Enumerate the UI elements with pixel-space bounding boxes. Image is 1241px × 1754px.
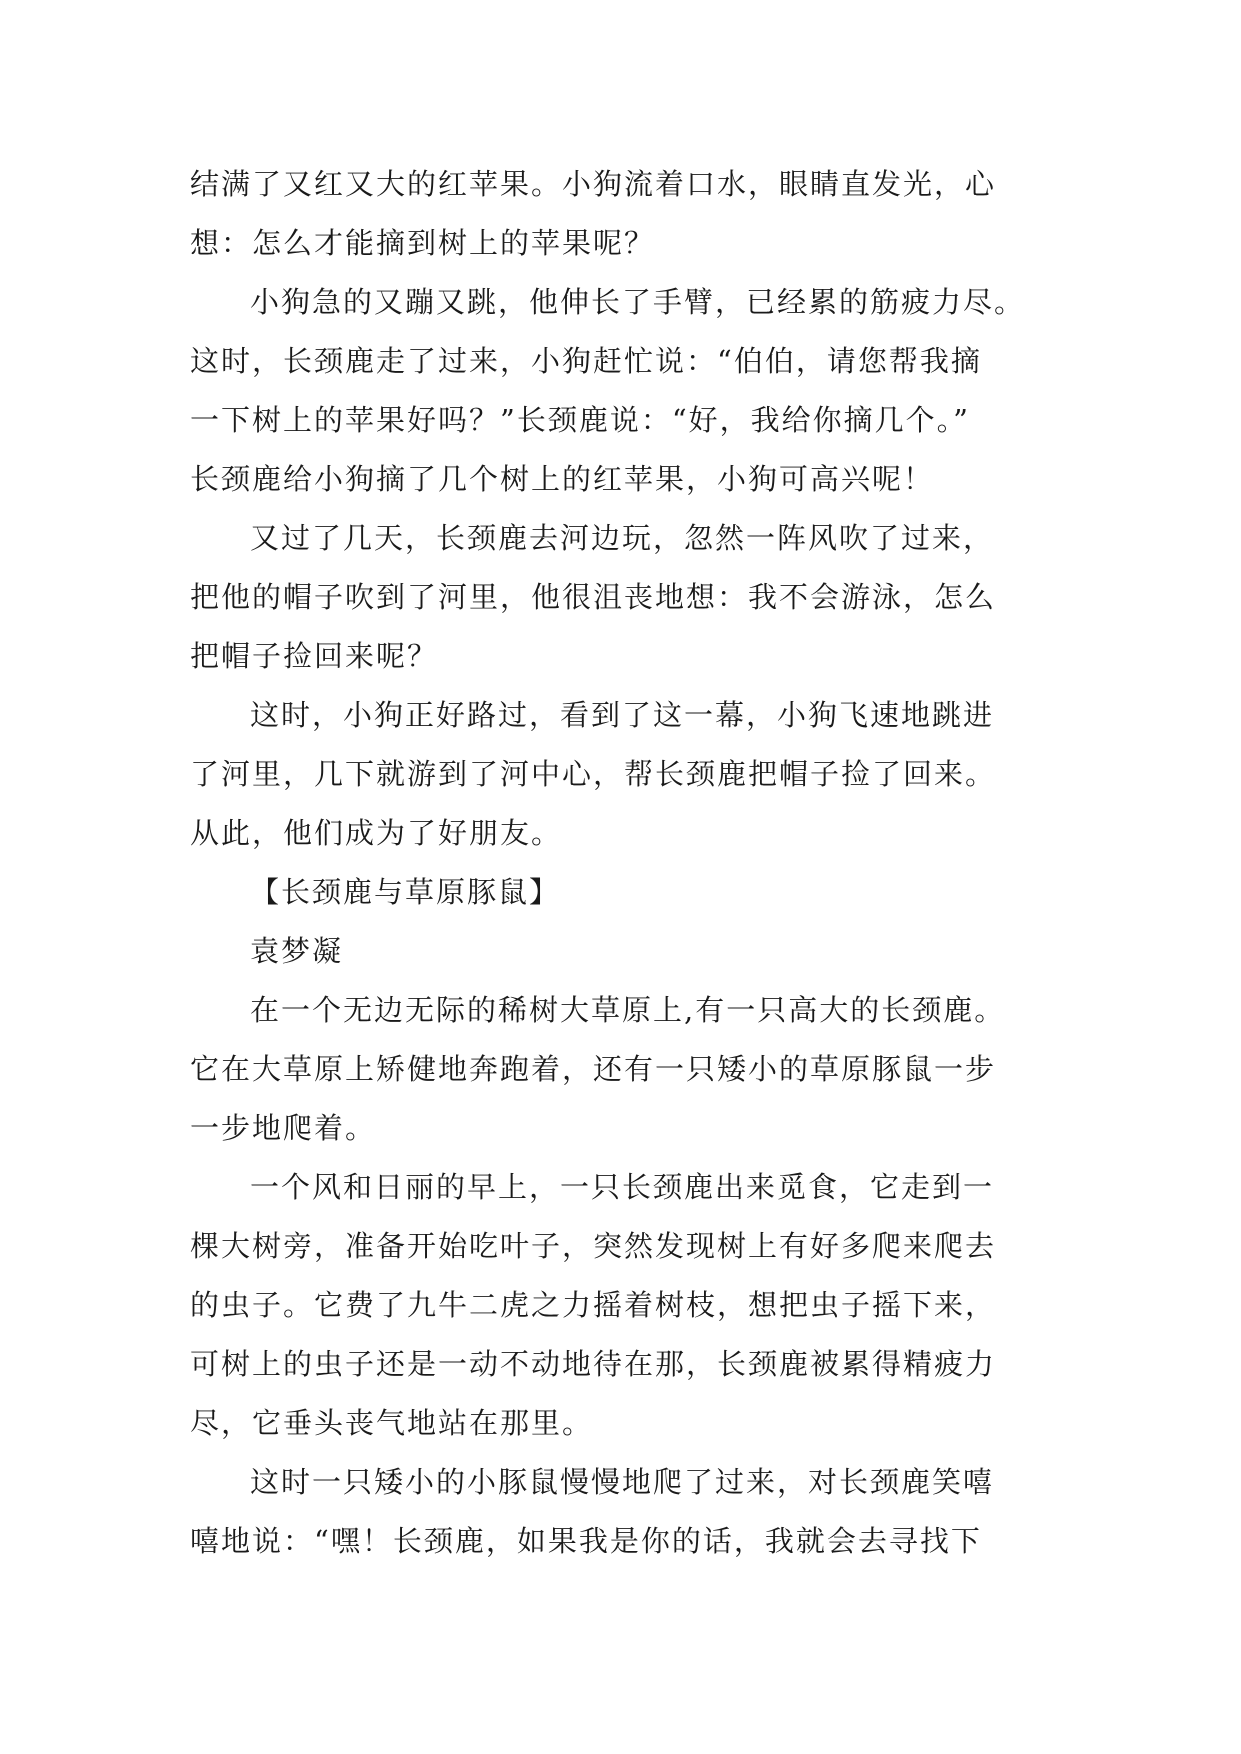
- document-body: [190, 155, 1050, 1571]
- author-name: 袁梦凝: [250, 934, 344, 968]
- text-line: 嘻地说：“嘿！长颈鹿，如果我是你的话，我就会去寻找下: [190, 1524, 982, 1558]
- text-line: 这时一只矮小的小豚鼠慢慢地爬了过来，对长颈鹿笑嘻: [250, 1465, 995, 1499]
- text-line: 了河里，几下就游到了河中心，帮长颈鹿把帽子捡了回来。: [190, 757, 997, 791]
- text-line: 长颈鹿给小狗摘了几个树上的红苹果，小狗可高兴呢！: [190, 462, 935, 496]
- text-line: 从此，他们成为了好朋友。: [190, 816, 563, 850]
- text-line: 在一个无边无际的稀树大草原上,有一只高大的长颈鹿。: [250, 993, 1006, 1027]
- text-line: 可树上的虫子还是一动不动地待在那，长颈鹿被累得精疲力: [190, 1347, 997, 1381]
- text-line: 想：怎么才能摘到树上的苹果呢？: [190, 226, 656, 260]
- text-line: 又过了几天，长颈鹿去河边玩，忽然一阵风吹了过来，: [250, 521, 995, 555]
- text-line: 这时，小狗正好路过，看到了这一幕，小狗飞速地跳进: [250, 698, 995, 732]
- text-line: 把他的帽子吹到了河里，他很沮丧地想：我不会游泳，怎么: [190, 580, 997, 614]
- text-line: 一下树上的苹果好吗？”长颈鹿说：“好，我给你摘几个。”: [190, 403, 970, 437]
- text-line: 尽，它垂头丧气地站在那里。: [190, 1406, 594, 1440]
- text-line: 这时，长颈鹿走了过来，小狗赶忙说：“伯伯，请您帮我摘: [190, 344, 982, 378]
- text-line: 结满了又红又大的红苹果。小狗流着口水，眼睛直发光，心: [190, 167, 997, 201]
- text-line: 它在大草原上矫健地奔跑着，还有一只矮小的草原豚鼠一步: [190, 1052, 997, 1086]
- section-title: 【长颈鹿与草原豚鼠】: [250, 875, 561, 909]
- text-line: 的虫子。它费了九牛二虎之力摇着树枝，想把虫子摇下来，: [190, 1288, 997, 1322]
- text-line: 把帽子捡回来呢？: [190, 639, 439, 673]
- text-line: 棵大树旁，准备开始吃叶子，突然发现树上有好多爬来爬去: [190, 1229, 997, 1263]
- text-line: 一个风和日丽的早上，一只长颈鹿出来觅食，它走到一: [250, 1170, 995, 1204]
- text-line: 一步地爬着。: [190, 1111, 377, 1145]
- text-line: 小狗急的又蹦又跳，他伸长了手臂，已经累的筋疲力尽。: [250, 285, 1026, 319]
